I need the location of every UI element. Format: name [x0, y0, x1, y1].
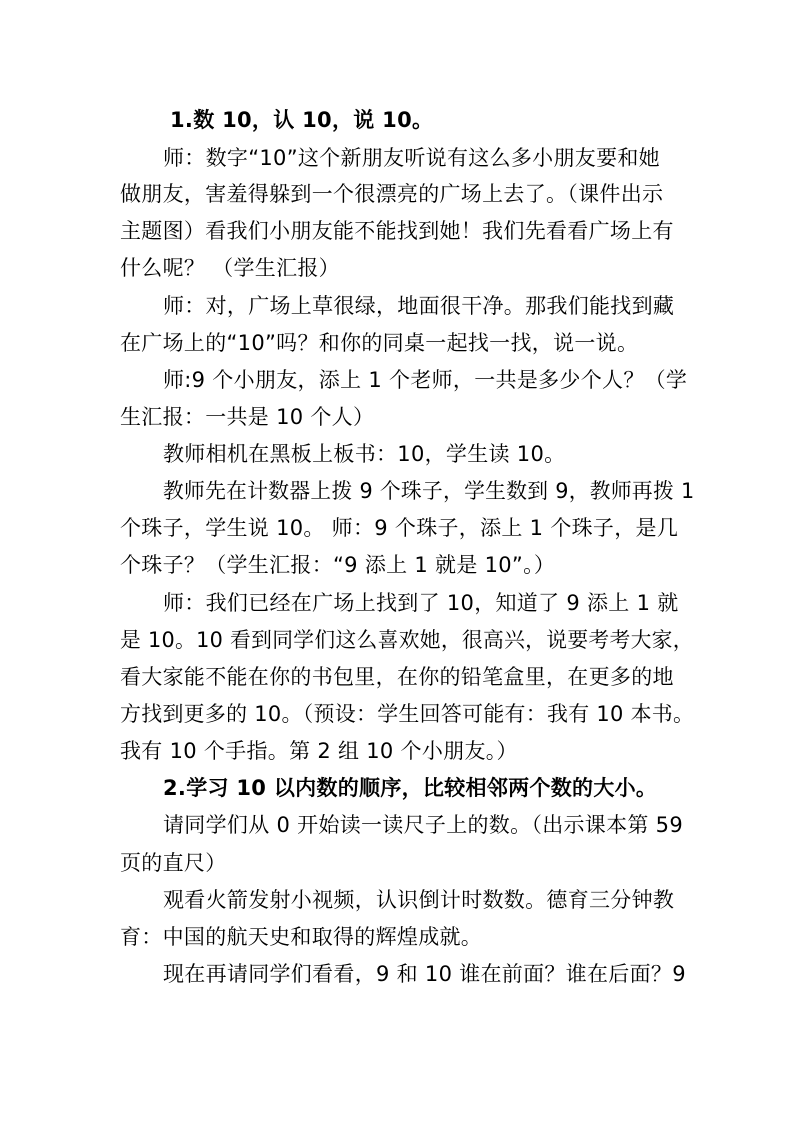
paragraph-line: 看大家能不能在你的书包里，在你的铅笔盒里，在更多的地	[120, 665, 674, 689]
heading-section-2: 2.学习 10 以内数的顺序，比较相邻两个数的大小。	[163, 776, 658, 800]
paragraph-line: 个珠子？（学生汇报：“9 添上 1 就是 10”。）	[120, 553, 556, 577]
paragraph-line: 个珠子，学生说 10。 师：9 个珠子，添上 1 个珠子，是几	[120, 516, 679, 540]
paragraph-line: 我有 10 个手指。第 2 组 10 个小朋友。）	[120, 739, 518, 763]
heading-section-1: 1.数 10，认 10，说 10。	[170, 108, 434, 132]
paragraph-line: 主题图）看我们小朋友能不能找到她！我们先看看广场上有	[120, 219, 674, 243]
paragraph-line: 师：我们已经在广场上找到了 10，知道了 9 添上 1 就	[163, 591, 679, 615]
paragraph-line: 师：数字“10”这个新朋友听说有这么多小朋友要和她	[163, 146, 660, 170]
paragraph-line: 页的直尺）	[120, 851, 227, 875]
paragraph-line: 教师先在计数器上拨 9 个珠子，学生数到 9，教师再拨 1	[163, 479, 695, 503]
paragraph-line: 做朋友，害羞得躲到一个很漂亮的广场上去了。（课件出示	[120, 182, 664, 206]
paragraph-line: 育：中国的航天史和取得的辉煌成就。	[120, 925, 483, 949]
paragraph-line: 是 10。10 看到同学们这么喜欢她，很高兴，说要考考大家，	[120, 628, 694, 652]
paragraph-line: 方找到更多的 10。（预设：学生回答可能有：我有 10 本书。	[120, 702, 695, 726]
paragraph-line: 什么呢？ （学生汇报）	[120, 256, 340, 280]
paragraph-line: 师：对，广场上草很绿，地面很干净。那我们能找到藏	[163, 294, 675, 318]
paragraph-line: 教师相机在黑板上板书：10，学生读 10。	[163, 442, 566, 466]
paragraph-line: 观看火箭发射小视频，认识倒计时数数。德育三分钟教	[163, 888, 675, 912]
paragraph-line: 现在再请同学们看看，9 和 10 谁在前面？谁在后面？9	[163, 962, 686, 986]
paragraph-line: 请同学们从 0 开始读一读尺子上的数。（出示课本第 59	[163, 813, 684, 837]
paragraph-line: 师:9 个小朋友，添上 1 个老师，一共是多少个人？（学	[163, 368, 688, 392]
paragraph-line: 在广场上的“10”吗？和你的同桌一起找一找，说一说。	[120, 331, 639, 355]
paragraph-line: 生汇报：一共是 10 个人）	[120, 405, 375, 429]
